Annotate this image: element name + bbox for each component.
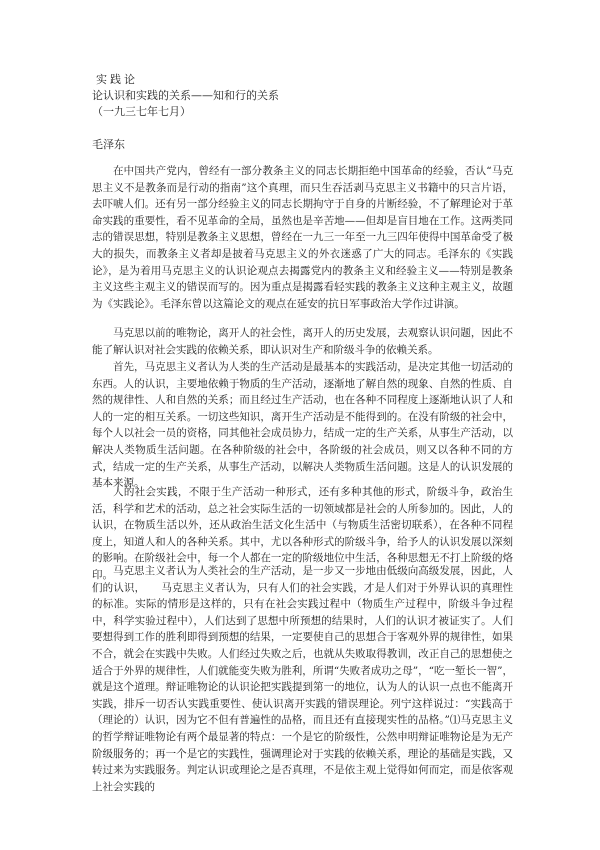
paragraph-body: 马克思以前的唯物论，离开人的社会性，离开人的历史发展，去观察认识问题，因此不能了解认识对社会实践的依赖关系，即认识对生产和阶级斗争的依赖关系。 (92, 327, 513, 356)
document-header (92, 72, 279, 120)
author-name: 毛泽东 (92, 138, 125, 151)
document-subtitle: 论认识和实践的关系——知和行的关系 (92, 89, 279, 102)
document-title: 实践论 (96, 73, 138, 86)
paragraph-body: 人的社会实践，不限于生产活动一种形式，还有多种其他的形式，阶级斗争，政治生活，科学和艺术的活动，总之社会实际生活的一切领域都是社会的人所参加的。因此，人的认识，在物质生活以外，还从政治生活文化生活中（与物质生活密切联系），在各种不同程度上，知道人和人的各种关系。其中，尤以各种形式的阶级斗争，给予人的认识发展以深刻的影响。在阶级社会中，每一个人都在一定的阶级地位中生活，各种思想无不打上阶级的烙印。 (92, 486, 513, 581)
paragraph-body: 马克思主义者认为人类社会的生产活动，是一步又一步地由低级向高级发展，因此，人们的认识， 马克思主义者认为，只有人们的社会实践，才是人们对于外界认识的真理性的标准。实际的情形是这样的，只有在社会实践过程中（物质生产过程中，阶级斗争过程中，科学实验过程中），人们达到了思想中所预想的结果时，人们的认识才被证实了。人们要想得到工作的胜利即得到预想的结果，一定要使自己的思想合于客观外界的规律性，如果不合，就会在实践中失败。人们经过失败之后，也就从失败取得教训，改正自己的思想使之适合于外界的规律性，人们就能变失败为胜利，所谓“失败者成功之母”，“吃一堑长一智”，就是这个道理。辩证唯物论的认识论把实践提到第一的地位，认为人的认识一点也不能离开实践，排斥一切否认实践重要性、使认识离开实践的错误理论。列宁这样说过：“实践高于（理论的）认识，因为它不但有普遍性的品格，而且还有直接现实性的品格。”⑴马克思主义的哲学辩证唯物论有两个最显著的特点：一个是它的阶级性，公然申明辩证唯物论是为无产阶级服务的；再一个是它的实践性，强调理论对于实践的依赖关系，理论的基础是实践，又转过来为实践服务。判定认识或理论之是否真理，不是依主观上觉得如何而定，而是依客观上社会实践的 (92, 565, 513, 793)
paragraph-body: 首先，马克思主义者认为人类的生产活动是最基本的实践活动，是决定其他一切活动的东西。人的认识，主要地依赖于物质的生产活动，逐渐地了解自然的现象、自然的性质、自然的规律性、人和自然的关系；而且经过生产活动，也在各种不同程度上逐渐地认识了人和人的一定的相互关系。一切这些知识，离开生产活动是不能得到的。在没有阶级的社会中，每个人以社会一员的资格，同其他社会成员协力，结成一定的生产关系，从事生产活动，以解决人类物质生活问题。在各种阶级的社会中，各阶级的社会成员，则又以各种不同的方式，结成一定的生产关系，从事生产活动，以解决人类物质生活问题。这是人的认识发展的基本来源。 (92, 361, 513, 490)
paragraph-intro: 在中国共产党内，曾经有一部分教条主义的同志长期拒绝中国革命的经验，否认“马克思主义不是教条而是行动的指南”这个真理，而只生吞活剥马克思主义书籍中的只言片语，去吓唬人们。还有另一部分经验主义的同志长期拘守于自身的片断经验，不了解理论对于革命实践的重要性，看不见革命的全局，虽然也是辛苦地——但却是盲目地在工作。这两类同志的错误思想，特别是教条主义思想，曾经在一九三一年至一九三四年使得中国革命受了极大的损失，而教条主义者却是披着马克思主义的外衣迷惑了广大的同志。毛泽东的《实践论》，是为着用马克思主义的认识论观点去揭露党内的教条主义和经验主义——特别是教条主义这些主观主义的错误而写的。因为重点是揭露看轻实践的教条主义这种主观主义，故题为《实践论》。毛泽东曾以这篇论文的观点在延安的抗日军事政治大学作过讲演。 (92, 165, 513, 310)
document-date: （一九三七年七月） (92, 105, 191, 118)
